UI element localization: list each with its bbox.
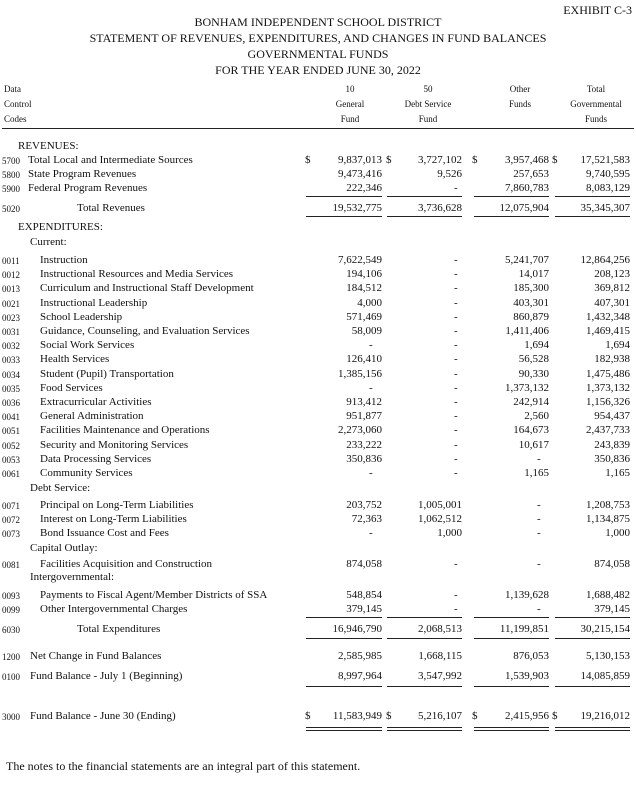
dash-general: - <box>369 339 373 352</box>
value-other: 242,914 <box>513 396 549 408</box>
value-other: 11,199,851 <box>499 623 549 635</box>
value-general: 951,877 <box>346 410 382 423</box>
dash-debt: - <box>454 339 458 352</box>
header-total-funds-line: Funds <box>584 114 607 124</box>
header-divider <box>2 128 634 129</box>
expenditure-row <box>0 438 636 452</box>
exhibit-label: EXHIBIT C-3 <box>563 3 632 17</box>
value-total: 2,437,733 <box>586 424 630 437</box>
expenditure-row <box>0 338 636 352</box>
value-total: 243,839 <box>594 438 630 451</box>
header-debt-service-line: 50 <box>423 84 433 94</box>
value-general: 9,837,013 <box>338 154 382 166</box>
value-total: 1,688,482 <box>586 589 630 601</box>
value-total: 8,083,129 <box>586 182 630 194</box>
dash-general: - <box>369 467 373 479</box>
value-total: 12,864,256 <box>580 254 630 266</box>
value-other: 1,373,132 <box>505 381 549 394</box>
value-general: 548,854 <box>346 589 382 601</box>
underline <box>474 727 549 728</box>
row-label: Instruction <box>40 254 88 266</box>
value-other: 5,241,707 <box>505 254 549 266</box>
value-other: 1,139,628 <box>505 589 549 601</box>
value-general: 19,532,775 <box>332 202 382 214</box>
value-other: 12,075,904 <box>499 202 549 214</box>
value-general: 2,585,985 <box>338 650 382 662</box>
value-other: 3,957,468 <box>505 154 549 166</box>
dash-debt: - <box>454 282 458 295</box>
dash-debt: - <box>454 452 458 465</box>
data-code: 0041 <box>2 412 20 423</box>
net-change-row <box>0 649 636 663</box>
underline <box>387 216 462 217</box>
dollar-sign: $ <box>552 154 558 166</box>
row-label: Instructional Resources and Media Services <box>40 268 234 281</box>
row-label: State Program Revenues <box>28 168 137 180</box>
header-data-codes-line: Data <box>4 84 21 94</box>
data-code: 0013 <box>2 284 20 295</box>
data-code: 5020 <box>2 204 20 214</box>
data-code: 0012 <box>2 270 20 281</box>
data-code: 0061 <box>2 469 20 479</box>
data-code: 5700 <box>2 156 20 166</box>
value-general: 203,752 <box>346 499 382 511</box>
row-label: Food Services <box>40 381 103 394</box>
data-code: 6030 <box>2 625 20 635</box>
dash-other: - <box>537 527 541 540</box>
total-expenditures-row <box>0 622 636 636</box>
value-debt: 3,727,102 <box>418 154 462 166</box>
expenditure-row <box>0 296 636 310</box>
value-other: 7,860,783 <box>505 182 549 194</box>
data-code: 0032 <box>2 341 20 352</box>
value-general: 874,058 <box>346 558 382 570</box>
value-total: 1,134,875 <box>586 513 630 526</box>
value-other: 1,411,406 <box>505 325 549 337</box>
underline <box>306 686 382 687</box>
value-other: 403,301 <box>513 296 549 309</box>
debt-service-heading <box>0 481 636 495</box>
value-other: 56,528 <box>518 353 549 366</box>
dash-debt: - <box>454 367 458 380</box>
row-label: Curriculum and Instructional Staff Development <box>40 282 254 295</box>
revenues-heading <box>0 139 636 153</box>
value-total: 1,156,326 <box>586 396 630 408</box>
data-code: 0081 <box>2 560 20 570</box>
value-total: 407,301 <box>594 296 630 309</box>
header-data-codes-line: Control <box>4 99 32 109</box>
value-general: 126,410 <box>346 353 382 366</box>
current-heading <box>0 235 636 249</box>
current-heading-label: Current: <box>30 236 67 248</box>
row-label: Other Intergovernmental Charges <box>40 603 188 615</box>
underline <box>555 617 630 618</box>
data-code: 0052 <box>2 440 20 451</box>
expenditure-row <box>0 324 636 338</box>
debt-service-row <box>0 526 636 540</box>
header-debt-service-fund <box>395 82 461 127</box>
double-underline <box>555 730 630 731</box>
value-general: 222,346 <box>346 182 382 194</box>
underline <box>306 638 382 639</box>
data-code: 0031 <box>2 327 20 337</box>
row-label: General Administration <box>40 410 144 423</box>
value-debt: 3,736,628 <box>418 202 462 214</box>
dash-debt: - <box>454 589 458 601</box>
row-label: Total Expenditures <box>77 623 161 635</box>
underline <box>474 196 549 197</box>
capital-outlay-heading <box>0 541 636 555</box>
capital-outlay-row <box>0 557 636 571</box>
header-data-codes-line: Codes <box>4 114 27 124</box>
fund-balance-ending-row <box>0 709 636 723</box>
value-debt: 5,216,107 <box>418 710 462 722</box>
underline <box>555 727 630 728</box>
data-code: 0072 <box>2 515 20 526</box>
header-general-fund-line: General <box>335 99 365 109</box>
value-other: 14,017 <box>518 268 549 281</box>
value-total: 369,812 <box>594 282 630 295</box>
dash-other: - <box>537 558 541 570</box>
header-other-funds-line: Other <box>509 84 531 94</box>
data-code: 0011 <box>2 256 20 266</box>
data-code: 0035 <box>2 383 20 394</box>
revenue-row <box>0 181 636 195</box>
value-debt: 1,062,512 <box>418 513 462 526</box>
value-total: 1,373,132 <box>586 381 630 394</box>
header-general-fund <box>320 82 380 127</box>
value-general: 184,512 <box>346 282 382 295</box>
value-other: 1,694 <box>524 339 549 352</box>
value-general: 9,473,416 <box>338 168 382 180</box>
row-label: Extracurricular Activities <box>40 396 152 408</box>
value-total: 1,475,486 <box>586 367 630 380</box>
value-general: 58,009 <box>351 325 382 337</box>
value-other: 257,653 <box>513 168 549 180</box>
underline <box>387 686 462 687</box>
underline <box>555 686 630 687</box>
header-total-funds <box>560 82 632 127</box>
intergovernmental-row <box>0 588 636 602</box>
value-debt: 1,000 <box>437 527 462 540</box>
revenues-heading-label: REVENUES: <box>18 140 79 152</box>
underline <box>306 196 382 197</box>
row-label: Payments to Fiscal Agent/Member Districts of SSA <box>40 589 268 601</box>
value-general: 233,222 <box>346 438 382 451</box>
fund-type-title: GOVERNMENTAL FUNDS <box>247 47 389 61</box>
dash-debt: - <box>454 438 458 451</box>
value-total: 874,058 <box>594 558 630 570</box>
data-code: 0099 <box>2 605 20 615</box>
expenditure-row <box>0 267 636 281</box>
underline <box>387 617 462 618</box>
expenditure-row <box>0 310 636 324</box>
row-label: Principal on Long-Term Liabilities <box>40 499 194 511</box>
expenditures-heading <box>0 220 636 234</box>
dash-debt: - <box>454 310 458 323</box>
value-general: 2,273,060 <box>338 424 382 437</box>
data-code: 3000 <box>2 712 20 722</box>
revenue-row <box>0 153 636 167</box>
value-total: 379,145 <box>594 603 630 615</box>
dash-debt: - <box>454 424 458 437</box>
expenditures-heading-label: EXPENDITURES: <box>18 221 103 233</box>
row-label: Interest on Long-Term Liabilities <box>40 513 187 526</box>
underline <box>474 686 549 687</box>
dash-debt: - <box>454 254 458 266</box>
row-label: School Leadership <box>40 310 123 323</box>
value-general: 4,000 <box>357 296 382 309</box>
data-code: 5900 <box>2 184 20 194</box>
expenditure-row <box>0 381 636 395</box>
footnote: The notes to the financial statements are an integral part of this statement. <box>6 759 361 773</box>
value-debt: 3,547,992 <box>418 670 462 682</box>
value-general: 571,469 <box>346 310 382 323</box>
double-underline <box>387 730 462 731</box>
row-label: Facilities Acquisition and Construction <box>40 558 213 570</box>
dash-debt: - <box>454 603 458 615</box>
dash-debt: - <box>454 558 458 570</box>
expenditure-row <box>0 367 636 381</box>
double-underline <box>474 730 549 731</box>
underline <box>306 617 382 618</box>
header-general-fund-line: Fund <box>340 114 360 124</box>
value-other: 185,300 <box>513 282 549 295</box>
debt-service-heading-label: Debt Service: <box>30 482 91 494</box>
dollar-sign: $ <box>386 154 392 166</box>
dash-debt: - <box>454 353 458 366</box>
dollar-sign: $ <box>386 710 392 722</box>
value-debt: 1,668,115 <box>418 650 462 662</box>
data-code: 0051 <box>2 426 20 437</box>
dash-general: - <box>369 527 373 540</box>
row-label: Federal Program Revenues <box>28 182 148 194</box>
value-general: 11,583,949 <box>332 710 382 722</box>
value-total: 350,836 <box>594 452 630 465</box>
expenditure-row <box>0 281 636 295</box>
row-label: Net Change in Fund Balances <box>30 650 162 662</box>
data-code: 0093 <box>2 591 20 601</box>
row-label: Total Revenues <box>77 202 145 214</box>
value-general: 7,622,549 <box>338 254 382 266</box>
double-underline <box>306 730 382 731</box>
underline <box>474 216 549 217</box>
dash-debt: - <box>454 268 458 281</box>
data-code: 1200 <box>2 652 20 662</box>
underline <box>555 196 630 197</box>
dollar-sign: $ <box>472 710 478 722</box>
value-general: 8,997,964 <box>338 670 382 682</box>
value-total: 954,437 <box>594 410 630 423</box>
dash-other: - <box>537 513 541 526</box>
dollar-sign: $ <box>472 154 478 166</box>
value-total: 182,938 <box>594 353 630 366</box>
debt-service-row <box>0 512 636 526</box>
data-code: 5800 <box>2 170 20 180</box>
underline <box>555 216 630 217</box>
header-general-fund-line: 10 <box>345 84 355 94</box>
data-code: 0073 <box>2 529 20 540</box>
value-general: 16,946,790 <box>332 623 382 635</box>
value-total: 30,215,154 <box>580 623 630 635</box>
underline <box>306 727 382 728</box>
data-code: 0034 <box>2 369 20 380</box>
value-general: 194,106 <box>346 268 382 281</box>
dash-other: - <box>537 452 541 465</box>
expenditure-row <box>0 395 636 409</box>
value-other: 2,560 <box>524 410 549 423</box>
dollar-sign: $ <box>305 710 311 722</box>
row-label: Student (Pupil) Transportation <box>40 367 174 380</box>
value-debt: 9,526 <box>437 168 462 180</box>
value-total: 208,123 <box>594 268 630 281</box>
value-total: 17,521,583 <box>580 154 630 166</box>
value-general: 913,412 <box>346 396 382 408</box>
revenue-row <box>0 167 636 181</box>
value-debt: 1,005,001 <box>418 499 462 511</box>
value-total: 1,208,753 <box>586 499 630 511</box>
value-total: 1,432,348 <box>586 310 630 323</box>
header-debt-service-line: Fund <box>418 114 438 124</box>
header-debt-service-line: Debt Service <box>404 99 452 109</box>
dash-debt: - <box>454 325 458 337</box>
data-code: 0100 <box>2 672 20 682</box>
intergovernmental-heading-label: Intergovernmental: <box>30 571 115 583</box>
value-debt: 2,068,513 <box>418 623 462 635</box>
row-label: Social Work Services <box>40 339 135 352</box>
row-label: Guidance, Counseling, and Evaluation Services <box>40 325 250 337</box>
data-code: 0071 <box>2 501 20 511</box>
header-total-funds-line: Total <box>586 84 606 94</box>
underline <box>474 617 549 618</box>
value-total: 14,085,859 <box>580 670 630 682</box>
data-code: 0021 <box>2 298 20 309</box>
row-label: Fund Balance - July 1 (Beginning) <box>30 670 183 682</box>
dash-general: - <box>369 381 373 394</box>
expenditure-row <box>0 466 636 480</box>
row-label: Bond Issuance Cost and Fees <box>40 527 169 540</box>
underline <box>387 638 462 639</box>
expenditure-row <box>0 452 636 466</box>
value-general: 72,363 <box>351 513 382 526</box>
value-total: 1,694 <box>605 339 630 352</box>
capital-outlay-heading-label: Capital Outlay: <box>30 542 98 554</box>
fund-balance-beginning-row <box>0 669 636 683</box>
data-code: 0053 <box>2 454 20 465</box>
value-other: 2,415,956 <box>505 710 549 722</box>
dash-other: - <box>537 499 541 511</box>
data-code: 0023 <box>2 312 20 323</box>
value-total: 35,345,307 <box>580 202 630 214</box>
value-total: 1,469,415 <box>586 325 630 337</box>
underline <box>387 727 462 728</box>
intergovernmental-heading <box>0 570 636 584</box>
dollar-sign: $ <box>552 710 558 722</box>
header-other-funds <box>492 82 548 112</box>
district-name: BONHAM INDEPENDENT SCHOOL DISTRICT <box>194 15 442 29</box>
value-other: 860,879 <box>513 310 549 323</box>
value-other: 10,617 <box>518 438 549 451</box>
expenditure-row <box>0 352 636 366</box>
value-total: 1,000 <box>605 527 630 540</box>
period-title: FOR THE YEAR ENDED JUNE 30, 2022 <box>215 63 421 77</box>
statement-title-block <box>0 14 636 78</box>
row-label: Total Local and Intermediate Sources <box>28 154 193 166</box>
value-general: 379,145 <box>346 603 382 615</box>
dash-debt: - <box>454 381 458 394</box>
header-data-codes <box>4 82 32 127</box>
underline <box>474 638 549 639</box>
underline <box>555 638 630 639</box>
value-total: 19,216,012 <box>580 710 630 722</box>
statement-title: STATEMENT OF REVENUES, EXPENDITURES, AND CHANGES IN FUND BALANCES <box>89 31 547 45</box>
row-label: Health Services <box>40 353 110 366</box>
row-label: Instructional Leadership <box>40 296 148 309</box>
value-total: 5,130,153 <box>586 650 630 662</box>
value-other: 90,330 <box>518 367 549 380</box>
debt-service-row <box>0 498 636 512</box>
data-code: 0036 <box>2 398 20 408</box>
dash-debt: - <box>454 410 458 423</box>
header-other-funds-line: Funds <box>508 99 531 109</box>
dash-debt: - <box>454 396 458 408</box>
dash-debt: - <box>454 467 458 479</box>
row-label: Facilities Maintenance and Operations <box>40 424 210 437</box>
dash-debt: - <box>454 296 458 309</box>
value-total: 1,165 <box>605 467 630 479</box>
dollar-sign: $ <box>305 154 311 166</box>
value-other: 1,165 <box>524 467 549 479</box>
row-label: Data Processing Services <box>40 452 152 465</box>
value-general: 1,385,156 <box>338 367 382 380</box>
expenditure-row <box>0 409 636 423</box>
total-revenues-row <box>0 201 636 215</box>
intergovernmental-row <box>0 602 636 616</box>
value-other: 1,539,903 <box>505 670 549 682</box>
value-other: 876,053 <box>513 650 549 662</box>
row-label: Security and Monitoring Services <box>40 438 189 451</box>
header-total-funds-line: Governmental <box>570 99 622 109</box>
row-label: Community Services <box>40 467 133 479</box>
dash-debt: - <box>454 182 458 194</box>
data-code: 0033 <box>2 355 20 366</box>
underline <box>306 216 382 217</box>
value-other: 164,673 <box>513 424 549 437</box>
underline <box>387 196 462 197</box>
expenditure-row <box>0 423 636 437</box>
expenditure-row <box>0 253 636 267</box>
dash-other: - <box>537 603 541 615</box>
value-total: 9,740,595 <box>586 168 630 180</box>
value-general: 350,836 <box>346 452 382 465</box>
row-label: Fund Balance - June 30 (Ending) <box>30 710 176 722</box>
